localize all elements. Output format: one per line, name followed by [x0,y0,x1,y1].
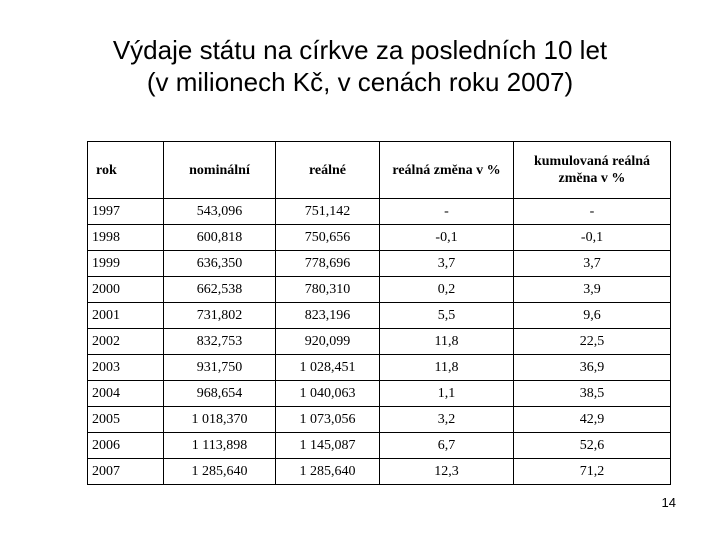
cell-real-change: 12,3 [380,459,514,485]
cell-real: 1 073,056 [276,407,380,433]
header-nominalni: nominální [164,142,276,199]
table-row [88,251,671,277]
cell-real: 750,656 [276,225,380,251]
table-row [88,329,671,355]
table-row [88,407,671,433]
cell-cumulative-change: 9,6 [514,303,671,329]
page-number: 14 [661,495,676,510]
table-row [88,433,671,459]
cell-real: 1 285,640 [276,459,380,485]
cell-real: 920,099 [276,329,380,355]
table-row [88,199,671,225]
header-kumulovana-zmena: kumulovaná reálná změna v % [514,142,671,199]
cell-nominal: 1 113,898 [164,433,276,459]
cell-nominal: 600,818 [164,225,276,251]
table-row [88,459,671,485]
cell-cumulative-change: 3,7 [514,251,671,277]
cell-real-change: - [380,199,514,225]
cell-nominal: 1 018,370 [164,407,276,433]
cell-nominal: 662,538 [164,277,276,303]
table-row [88,355,671,381]
cell-real-change: 5,5 [380,303,514,329]
cell-cumulative-change: 22,5 [514,329,671,355]
table-row [88,277,671,303]
cell-real: 778,696 [276,251,380,277]
expenditure-table [87,141,671,485]
cell-real-change: 11,8 [380,329,514,355]
cell-nominal: 1 285,640 [164,459,276,485]
cell-real-change: 11,8 [380,355,514,381]
cell-cumulative-change: - [514,199,671,225]
cell-real: 751,142 [276,199,380,225]
cell-real-change: 1,1 [380,381,514,407]
cell-nominal: 636,350 [164,251,276,277]
cell-year: 2005 [88,407,164,433]
cell-year: 2004 [88,381,164,407]
cell-real-change: 6,7 [380,433,514,459]
table-row [88,303,671,329]
cell-year: 2007 [88,459,164,485]
table-header-row [88,142,671,199]
cell-year: 2001 [88,303,164,329]
cell-cumulative-change: 71,2 [514,459,671,485]
table-body [88,199,671,485]
title-line-2: (v milionech Kč, v cenách roku 2007) [146,67,574,97]
slide-title [0,34,720,98]
cell-cumulative-change: 36,9 [514,355,671,381]
cell-real: 1 145,087 [276,433,380,459]
header-rok: rok [88,142,164,199]
cell-nominal: 931,750 [164,355,276,381]
cell-real: 1 040,063 [276,381,380,407]
cell-year: 1998 [88,225,164,251]
cell-year: 2002 [88,329,164,355]
header-realne: reálné [276,142,380,199]
cell-cumulative-change: 38,5 [514,381,671,407]
cell-nominal: 731,802 [164,303,276,329]
cell-cumulative-change: 42,9 [514,407,671,433]
cell-nominal: 832,753 [164,329,276,355]
cell-cumulative-change: 3,9 [514,277,671,303]
cell-real-change: -0,1 [380,225,514,251]
cell-year: 2006 [88,433,164,459]
cell-real-change: 3,7 [380,251,514,277]
cell-nominal: 968,654 [164,381,276,407]
cell-year: 1999 [88,251,164,277]
table-row [88,381,671,407]
title-line-1: Výdaje státu na církve za posledních 10 let [112,35,608,65]
table-row [88,225,671,251]
cell-cumulative-change: 52,6 [514,433,671,459]
cell-real-change: 3,2 [380,407,514,433]
cell-real: 823,196 [276,303,380,329]
cell-year: 1997 [88,199,164,225]
cell-cumulative-change: -0,1 [514,225,671,251]
cell-year: 2000 [88,277,164,303]
cell-nominal: 543,096 [164,199,276,225]
cell-real-change: 0,2 [380,277,514,303]
header-realna-zmena: reálná změna v % [380,142,514,199]
cell-year: 2003 [88,355,164,381]
cell-real: 780,310 [276,277,380,303]
cell-real: 1 028,451 [276,355,380,381]
